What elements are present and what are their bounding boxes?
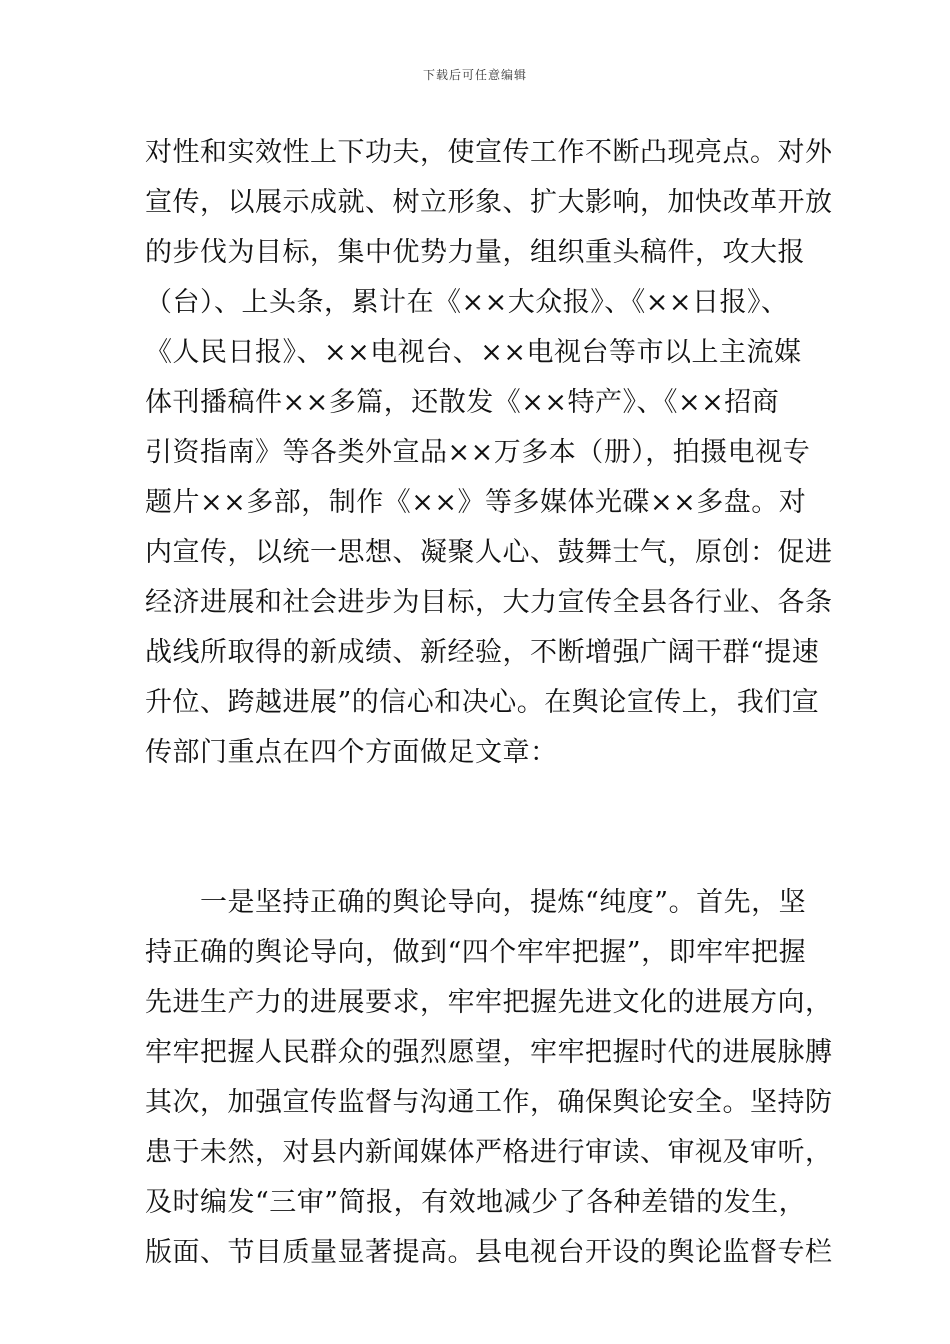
text-line: 体刊播稿件××多篇，还散发《××特产》、《××招商: [145, 387, 780, 418]
text-line: 先进生产力的进展要求，牢牢把握先进文化的进展方向，: [145, 987, 833, 1018]
page-header-note: 下载后可任意编辑: [422, 68, 527, 82]
text-line: 对性和实效性上下功夫，使宣传工作不断凸现亮点。对外: [145, 137, 833, 168]
text-line: 其次，加强宣传监督与沟通工作，确保舆论安全。坚持防: [145, 1087, 833, 1118]
text-line: 患于未然，对县内新闻媒体严格进行审读、审视及审听，: [145, 1137, 833, 1168]
text-line: 一是坚持正确的舆论导向，提炼“纯度”。首先，坚: [145, 887, 807, 918]
paragraph-gap: [145, 778, 845, 878]
text-line: 及时编发“三审”简报，有效地减少了各种差错的发生，: [145, 1187, 807, 1218]
text-line: 升位、跨越进展”的信心和决心。在舆论宣传上，我们宣: [145, 687, 820, 718]
text-line: 经济进展和社会进步为目标，大力宣传全县各行业、各条: [145, 587, 833, 618]
text-line: 宣传，以展示成就、树立形象、扩大影响，加快改革开放: [145, 187, 833, 218]
text-line: 持正确的舆论导向，做到“四个牢牢把握”，即牢牢把握: [145, 937, 807, 968]
text-line: 题片××多部，制作《××》等多媒体光碟××多盘。对: [145, 487, 807, 518]
text-line: 战线所取得的新成绩、新经验，不断增强广阔干群“提速: [145, 637, 820, 668]
text-line: 的步伐为目标，集中优势力量，组织重头稿件，攻大报: [145, 237, 805, 268]
document-body: [145, 128, 845, 1278]
text-line: 《人民日报》、××电视台、××电视台等市以上主流媒: [145, 337, 802, 368]
text-line: 版面、节目质量显著提高。县电视台开设的舆论监督专栏: [145, 1237, 833, 1268]
text-line: （台）、上头条，累计在《××大众报》、《××日报》、: [145, 287, 789, 318]
text-line: 引资指南》等各类外宣品××万多本（册），拍摄电视专: [145, 437, 811, 468]
text-line: 牢牢把握人民群众的强烈愿望，牢牢把握时代的进展脉膊: [145, 1037, 833, 1068]
text-line: 传部门重点在四个方面做足文章：: [145, 737, 558, 768]
text-line: 内宣传，以统一思想、凝聚人心、鼓舞士气，原创：促进: [145, 537, 833, 568]
